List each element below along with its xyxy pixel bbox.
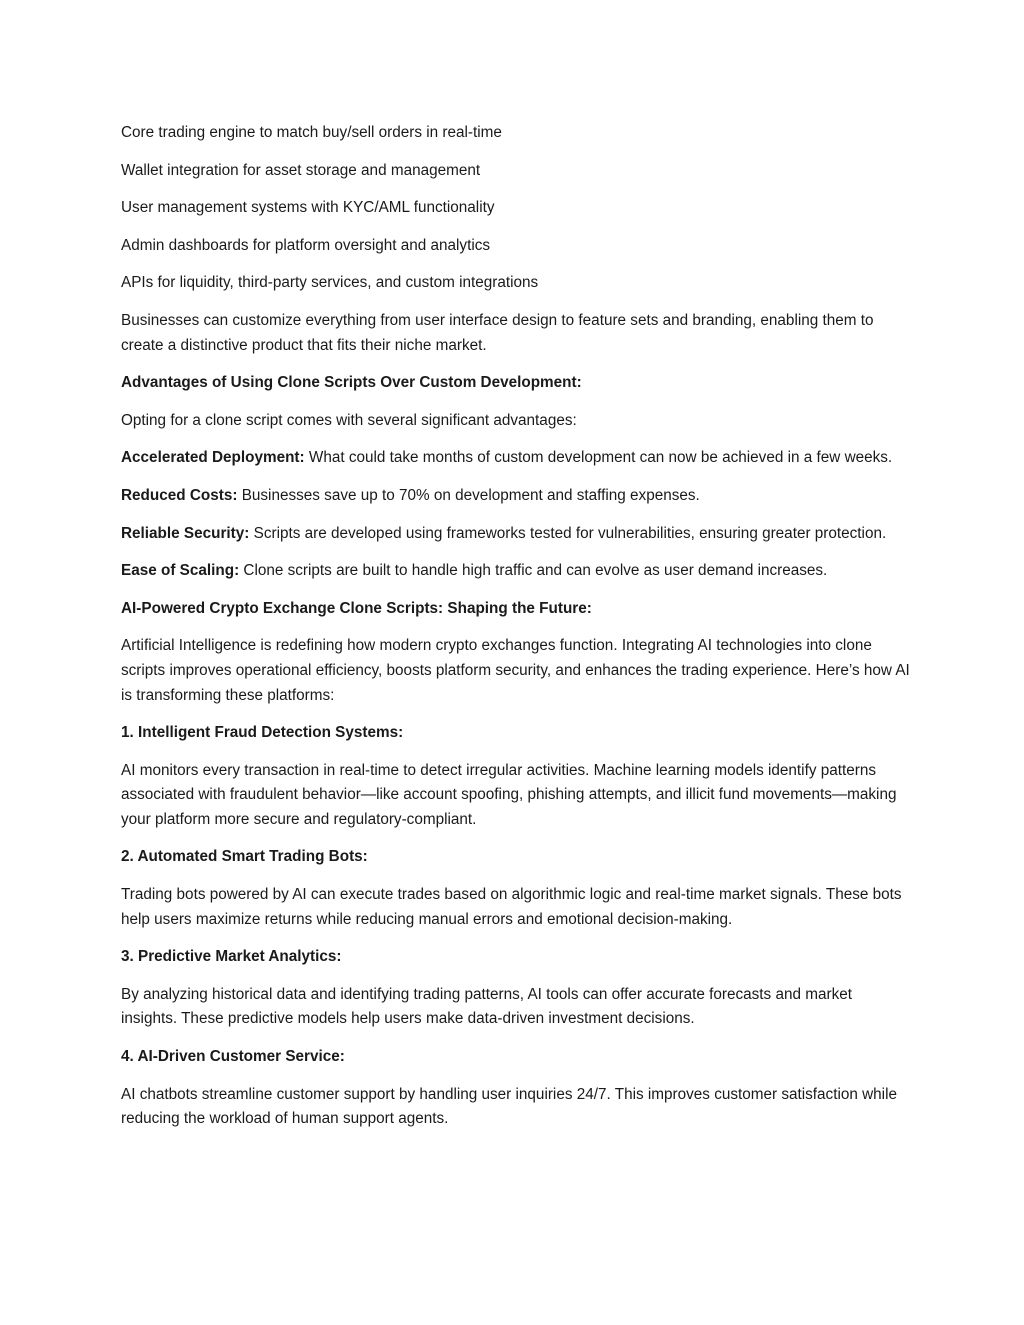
advantage-item [121,522,911,547]
subsection-body: AI chatbots streamline customer support by handling user inquiries 24/7. This improves customer satisfaction while reducing the workload of human support agents. [121,1085,897,1128]
advantages-intro: Opting for a clone script comes with several significant advantages: [121,411,577,429]
advantage-text: Businesses save up to 70% on development and staffing expenses. [237,486,700,504]
advantage-item [121,559,911,584]
document-body [121,121,911,1145]
customize-paragraph: Businesses can customize everything from user interface design to feature sets and branding, enabling them to create a distinctive product that fits their niche market. [121,311,874,354]
feature-item: Admin dashboards for platform oversight and analytics [121,236,491,254]
ai-section-heading: AI-Powered Crypto Exchange Clone Scripts: Shaping the Future: [121,599,592,617]
advantage-item [121,446,911,471]
advantage-label: Reliable Security: [121,524,250,542]
feature-item: Wallet integration for asset storage and management [121,161,481,179]
advantage-label: Reduced Costs: [121,486,238,504]
advantage-label: Ease of Scaling: [121,562,240,580]
advantage-label: Accelerated Deployment: [121,449,305,467]
subsection-body: Trading bots powered by AI can execute trades based on algorithmic logic and real-time market signals. These bots help users maximize returns while reducing manual errors and emotional decision-making. [121,886,902,928]
subsection-heading: 2. Automated Smart Trading Bots: [121,848,368,866]
feature-item: User management systems with KYC/AML functionality [121,199,495,217]
feature-item: APIs for liquidity, third-party services, and custom integrations [121,274,539,292]
subsection-body: By analyzing historical data and identifying trading patterns, AI tools can offer accurate forecasts and market insights. These predictive models help users make data-driven investment decisions. [121,985,852,1028]
advantage-text: What could take months of custom development can now be achieved in a few weeks. [304,449,893,467]
advantage-text: Scripts are developed using frameworks tested for vulnerabilities, ensuring greater protection. [249,524,887,542]
subsection-body: AI monitors every transaction in real-time to detect irregular activities. Machine learning models identify patterns associated with fraudulent behavior—like account spoofing, phishing attempts, and illicit fund movements—making your platform more secure and regulatory-compliant. [121,761,897,828]
feature-item: Core trading engine to match buy/sell orders in real-time [121,124,502,141]
subsection-heading: 1. Intelligent Fraud Detection Systems: [121,724,404,742]
advantages-heading: Advantages of Using Clone Scripts Over Custom Development: [121,374,582,392]
subsection-heading: 3. Predictive Market Analytics: [121,948,342,966]
advantage-item [121,484,911,509]
advantage-text: Clone scripts are built to handle high traffic and can evolve as user demand increases. [239,562,828,580]
ai-section-intro: Artificial Intelligence is redefining how modern crypto exchanges function. Integrating AI technologies into clone scripts improves operational efficiency, boosts platform security, and enhances the trading experience. Here’s how AI is transforming these platforms: [121,637,910,704]
subsection-heading: 4. AI-Driven Customer Service: [121,1048,345,1066]
